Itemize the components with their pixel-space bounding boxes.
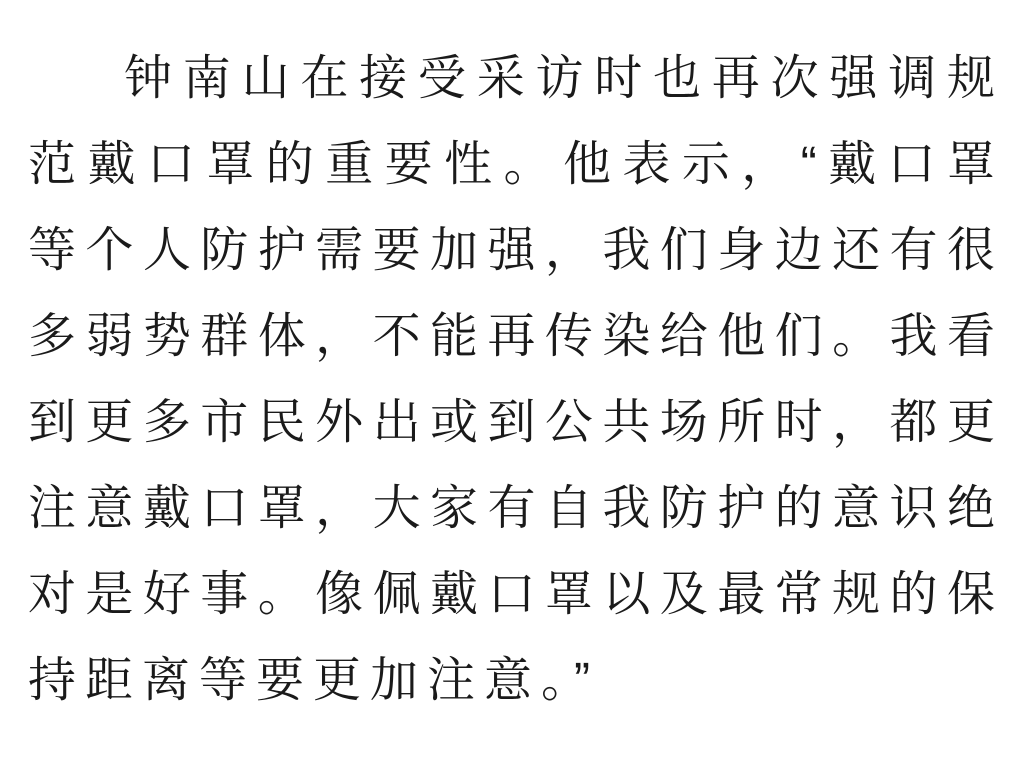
article-paragraph: 钟南山在接受采访时也再次强调规范戴口罩的重要性。他表示，“戴口罩等个人防护需要加强，我们身边还有很多弱势群体，不能再传染给他们。我看到更多市民外出或到公共场所时，都更注意戴口罩，大家有自我防护的意识绝对是好事。像佩戴口罩以及最常规的保持距离等要更加注意。” <box>28 52 1004 707</box>
